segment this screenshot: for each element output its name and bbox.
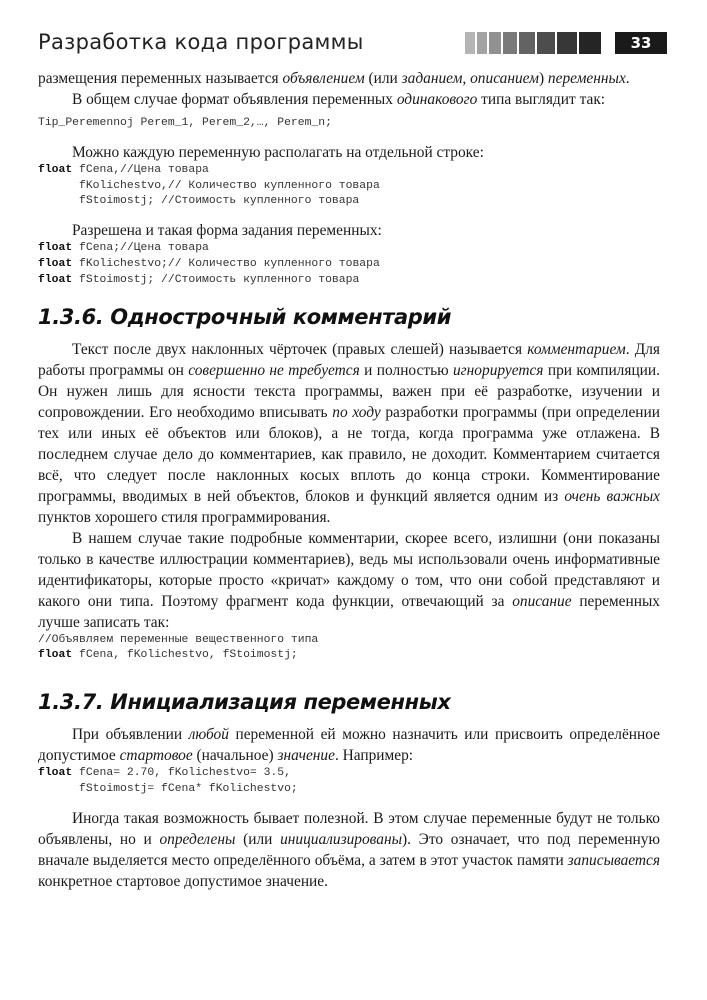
code-block-2: float fCena,//Цена товара fKolichestvo,// Количество купленного товара fStoimostj; //Стоимость купленного товара	[38, 163, 380, 208]
header-decor-block	[489, 32, 501, 54]
paragraph-8: Иногда такая возможность бывает полезной. В этом случае переменные будут не только объявлены, но и определены (или инициализированы). Это означает, что под переменную вначале выделяется место определённого объёма, а затем в этот участок памяти записывается конкретное стартовое допустимое значение.	[38, 809, 660, 890]
header-decor-blocks	[465, 32, 603, 54]
paragraph-6: В нашем случае такие подробные комментарии, скорее всего, излишни (они показаны только в качестве иллюстрации комментариев), ведь мы использовали очень информативные идентификаторы, которые просто «кричат» каждому о том, что они собой представляют и какого они типа. Поэтому фрагмент кода функции, отвечающий за описание переменных лучше записать так:	[38, 529, 660, 631]
paragraph-5: Текст после двух наклонных чёрточек (правых слешей) называется комментарием. Для работы программы он совершенно не требуется и полностью игнорируется при компиляции. Он нужен лишь для ясности текста программы, важен при её разработке, изучении и сопровождении. Его необходимо вписывать по ходу разработки программы (при определении тех или иных её объектов или блоков), а не тогда, когда программа уже отлажена. В последнем случае дело до комментариев, как правило, не доходит. Комментарием считается всё, что следует после наклонных косых вплоть до конца строки. Комментирование программы, вводимых в ней объектов, блоков и функций является одним из очень важных пунктов хорошего стиля программирования.	[38, 340, 661, 526]
header-decor-block	[519, 32, 535, 54]
paragraph-3: Можно каждую переменную располагать на отдельной строке:	[72, 143, 484, 161]
code-block-3: float fCena;//Цена товара float fKolichestvo;// Количество купленного товара float fStoimostj; //Стоимость купленного товара	[38, 242, 380, 286]
header-decor-block	[477, 32, 487, 54]
header-decor-block	[557, 32, 577, 54]
paragraph-1: размещения переменных называется объявлением (или заданием, описанием) переменных.	[38, 70, 630, 87]
header-decor-block	[579, 32, 601, 54]
code-block-4: //Объявляем переменные вещественного типа float fCena, fKolichestvo, fStoimostj;	[38, 633, 319, 662]
header-decor-block	[537, 32, 555, 54]
page-body	[38, 68, 660, 892]
code-block-1: Tip_Peremennoj Perem_1, Perem_2,…, Perem_n;	[38, 117, 332, 129]
header-decor-block	[465, 32, 475, 54]
paragraph-4: Разрешена и такая форма задания переменных:	[72, 222, 382, 240]
page-number: 33	[615, 32, 667, 54]
paragraph-7: При объявлении любой переменной ей можно назначить или присвоить определённое допустимое стартовое (начальное) значение. Например:	[38, 726, 660, 765]
section-heading-1-3-7: 1.3.7. Инициализация переменных	[38, 690, 451, 715]
running-title: Разработка кода программы	[38, 30, 364, 54]
page-header	[0, 0, 707, 62]
code-block-5: float fCena= 2.70, fKolichestvo= 3.5, fStoimostj= fCena* fKolichestvo;	[38, 767, 298, 795]
section-heading-1-3-6: 1.3.6. Однострочный комментарий	[38, 304, 452, 329]
paragraph-2: В общем случае формат объявления переменных одинакового типа выглядит так:	[72, 91, 606, 108]
header-decor-block	[503, 32, 517, 54]
